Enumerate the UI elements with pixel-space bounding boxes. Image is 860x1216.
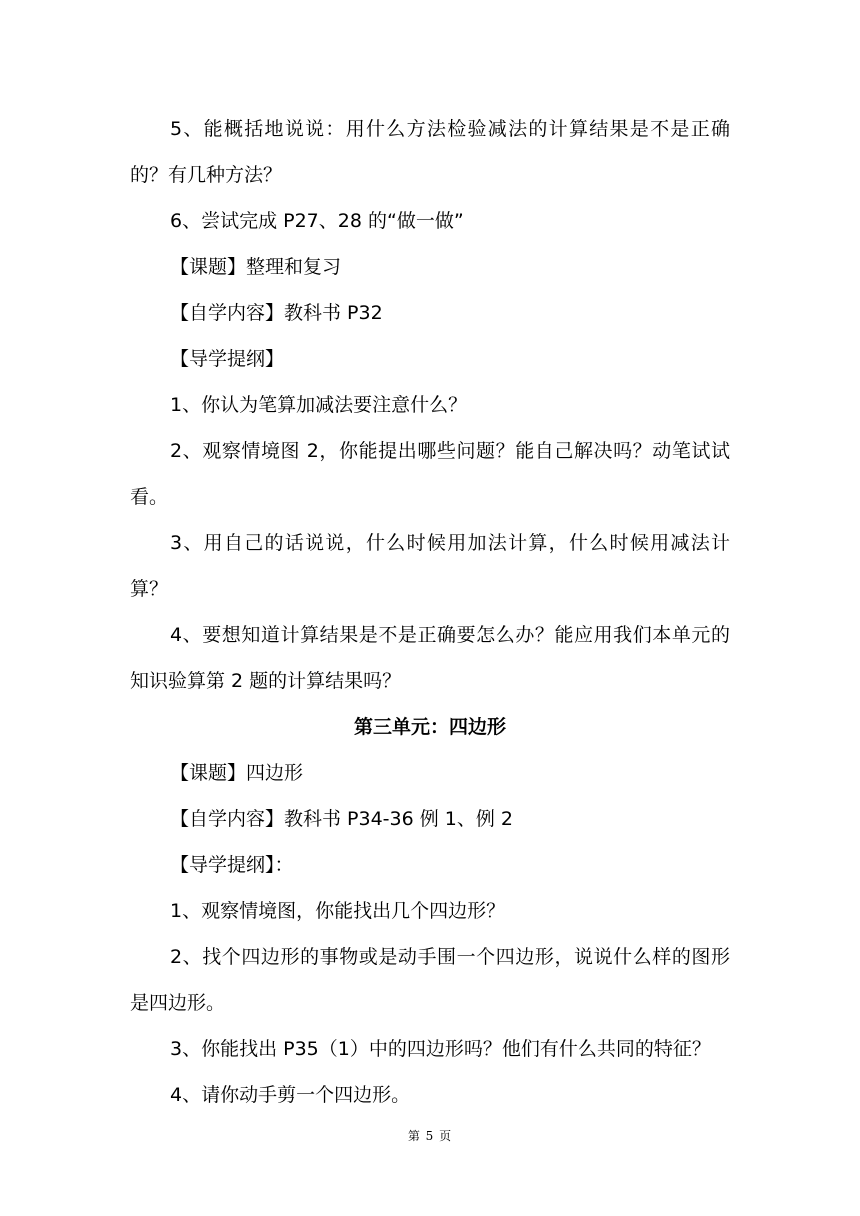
- outline-item-3: 3、用自己的话说说，什么时候用加法计算，什么时候用减法计算？: [130, 532, 730, 600]
- paragraph-item-6: 6、尝试完成 P27、28 的“做一做”: [170, 210, 464, 232]
- self-study-content: 【自学内容】教科书 P34-36 例 1、例 2: [170, 808, 514, 830]
- section-heading: 第三单元：四边形: [353, 716, 506, 738]
- document-body: [130, 106, 730, 1118]
- outline-item-2: 2、观察情境图 2，你能提出哪些问题？能自己解决吗？动笔试试看。: [130, 440, 730, 508]
- page-number-footer: 第 5 页: [407, 1129, 453, 1143]
- outline-item-3: 3、你能找出 P35（1）中的四边形吗？他们有什么共同的特征？: [170, 1038, 711, 1060]
- outline-item-4: 4、请你动手剪一个四边形。: [170, 1084, 411, 1106]
- study-outline-label: 【导学提纲】：: [170, 854, 294, 876]
- lesson-topic: 【课题】整理和复习: [170, 256, 342, 278]
- paragraph-item-5: 5、能概括地说说：用什么方法检验减法的计算结果是不是正确的？有几种方法？: [130, 118, 730, 186]
- self-study-content: 【自学内容】教科书 P32: [170, 302, 383, 324]
- study-outline-label: 【导学提纲】: [170, 348, 285, 370]
- outline-item-1: 1、你认为笔算加减法要注意什么？: [170, 394, 468, 416]
- outline-item-4: 4、要想知道计算结果是不是正确要怎么办？能应用我们本单元的知识验算第 2 题的计算结果吗？: [130, 624, 730, 692]
- outline-item-1: 1、观察情境图，你能找出几个四边形？: [170, 900, 506, 922]
- outline-item-2: 2、找个四边形的事物或是动手围一个四边形，说说什么样的图形是四边形。: [130, 946, 730, 1014]
- lesson-topic: 【课题】四边形: [170, 762, 304, 784]
